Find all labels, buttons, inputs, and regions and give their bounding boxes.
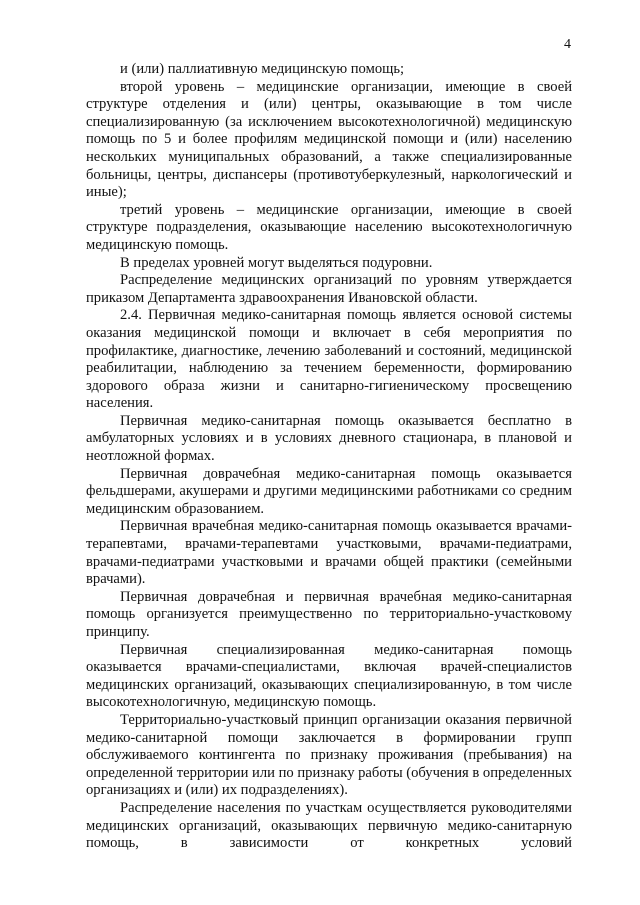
paragraph-population-distribution: Распределение населения по участкам осуществляется руководителями медицинских организаций, оказывающих первичную медико-санитарную помощь, в зависимости от конкретных условий	[86, 799, 572, 852]
paragraph-second-level: второй уровень – медицинские организации, имеющие в своей структуре отделения и (или) центры, оказывающие в том числе специализированную (за исключением высокотехнологичной) медицинскую помощь по 5 и более профилям медицинской помощи и (или) населению нескольких муниципальных образований, а также специализированные больницы, центры, диспансеры (противотуберкулезный, наркологический и иные);	[86, 78, 572, 201]
paragraph-distribution-by-levels: Распределение медицинских организаций по уровням утверждается приказом Департамента здравоохранения Ивановской области.	[86, 272, 572, 306]
paragraph-physician-care: Первичная врачебная медико-санитарная помощь оказывается врачами-терапевтами, врачами-терапевтами участковыми, врачами-педиатрами, врачами-педиатрами участковыми и врачами общей практики (семейными врачами).	[86, 518, 572, 588]
paragraph-free-care: Первичная медико-санитарная помощь оказывается бесплатно в амбулаторных условиях и в условиях дневного стационара, в плановой и неотложной формах.	[86, 412, 572, 465]
document-body	[86, 61, 572, 853]
page-number: 4	[564, 37, 571, 52]
paragraph-section-2-4: 2.4. Первичная медико-санитарная помощь является основой системы оказания медицинской помощи и включает в себя мероприятия по профилактике, диагностике, лечению заболеваний и состояний, медицинской реабилитации, наблюдению за течением беременности, формированию здорового образа жизни и санитарно-гигиеническому просвещению населения.	[86, 307, 572, 412]
paragraph-sublevels: В пределах уровней могут выделяться подуровни.	[120, 254, 433, 271]
paragraph-palliative-care: и (или) паллиативную медицинскую помощь;	[120, 61, 405, 77]
paragraph-specialized-care: Первичная специализированная медико-санитарная помощь оказывается врачами-специалистами, включая врачей-специалистов медицинских организаций, оказывающих специализированную, в том числе высокотехнологичную, медицинскую помощь.	[86, 641, 572, 711]
paragraph-pre-physician-care: Первичная доврачебная медико-санитарная помощь оказывается фельдшерами, акушерами и другими медицинскими работниками со средним медицинским образованием.	[86, 465, 572, 517]
paragraph-third-level: третий уровень – медицинские организации, имеющие в своей структуре подразделения, оказывающие населению высокотехнологичную медицинскую помощь.	[86, 201, 572, 253]
paragraph-territorial-principle: Первичная доврачебная и первичная врачебная медико-санитарная помощь организуется преимущественно по территориально-участковому принципу.	[86, 588, 572, 640]
paragraph-territorial-organization: Территориально-участковый принцип организации оказания первичной медико-санитарной помощи заключается в формировании групп обслуживаемого контингента по признаку проживания (пребывания) на определенной территории или по признаку работы (обучения в определенных организациях и (или) их подразделениях).	[86, 711, 573, 799]
